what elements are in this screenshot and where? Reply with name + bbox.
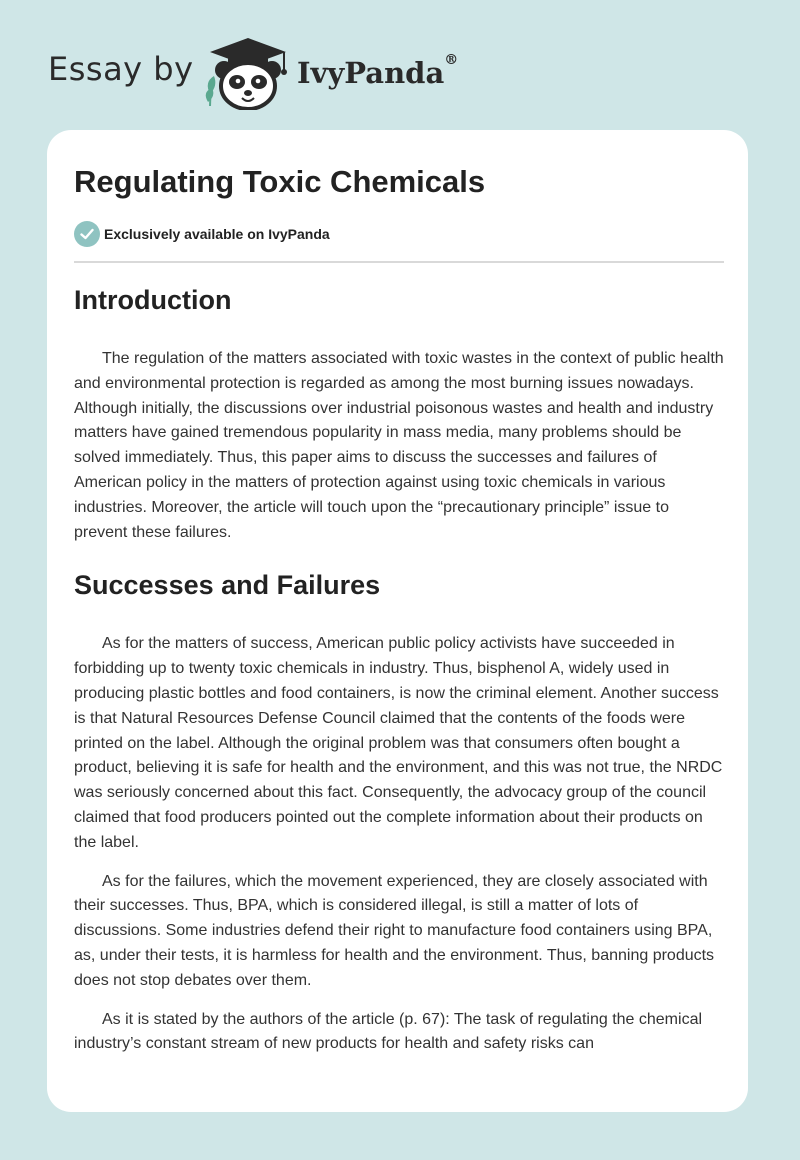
section-heading-introduction: Introduction	[74, 285, 232, 315]
brand-name-text: IvyPanda	[297, 56, 445, 90]
essay-title: Regulating Toxic Chemicals	[74, 164, 486, 199]
check-circle-icon	[74, 221, 100, 247]
paragraph: The regulation of the matters associated with toxic wastes in the context of public health and environmental protection is regarded as among the most burning issues nowadays. Although initially, the discussions over industrial poisonous wastes and health and industry matters have gained tremendous popularity in mass media, many problems should be solved immediately. Thus, this paper aims to discuss the successes and failures of American policy in the matters of protection against using toxic chemicals in various industries. Moreover, the article will touch upon the “precautionary principle” issue to prevent these failures.	[74, 350, 724, 541]
title-divider	[74, 261, 724, 263]
paragraph: As it is stated by the authors of the article (p. 67): The task of regulating the chemical industry’s constant stream of new products for health and safety risks can	[74, 1010, 703, 1053]
paragraph: As for the failures, which the movement experienced, they are closely associated with their successes. Thus, BPA, which is considered illegal, is still a matter of lots of discussions. Some industries defend their right to manufacture food containers using BPA, as, under their tests, it is harmless for health and the environment. Thus, banning products does not stop debates over them.	[74, 872, 715, 989]
panda-logo-icon[interactable]	[202, 36, 294, 110]
exclusive-badge-label: Exclusively available on IvyPanda	[104, 226, 330, 242]
section-heading-successes-failures: Successes and Failures	[74, 570, 381, 601]
article-body	[74, 282, 724, 1071]
paragraph: As for the matters of success, American public policy activists have succeeded in forbidding up to twenty toxic chemicals in industry. Thus, bisphenol A, widely used in producing plastic bottles and food containers, is now the criminal element. Another success is that Natural Resources Defense Council claimed that the contents of the foods were printed on the label. Although the original problem was that consumers often bought a product, believing it is safe for health and the environment, and this was not true, the NRDC was seriously concerned about this fact. Consequently, the advocacy group of the council claimed that food producers pointed out the complete information about their products on the label.	[74, 635, 723, 851]
essay-card	[47, 130, 748, 1112]
site-header	[0, 0, 800, 130]
brand-name[interactable]	[297, 52, 459, 90]
brand-prefix: Essay by	[48, 50, 194, 88]
registered-mark: ®	[444, 52, 459, 68]
